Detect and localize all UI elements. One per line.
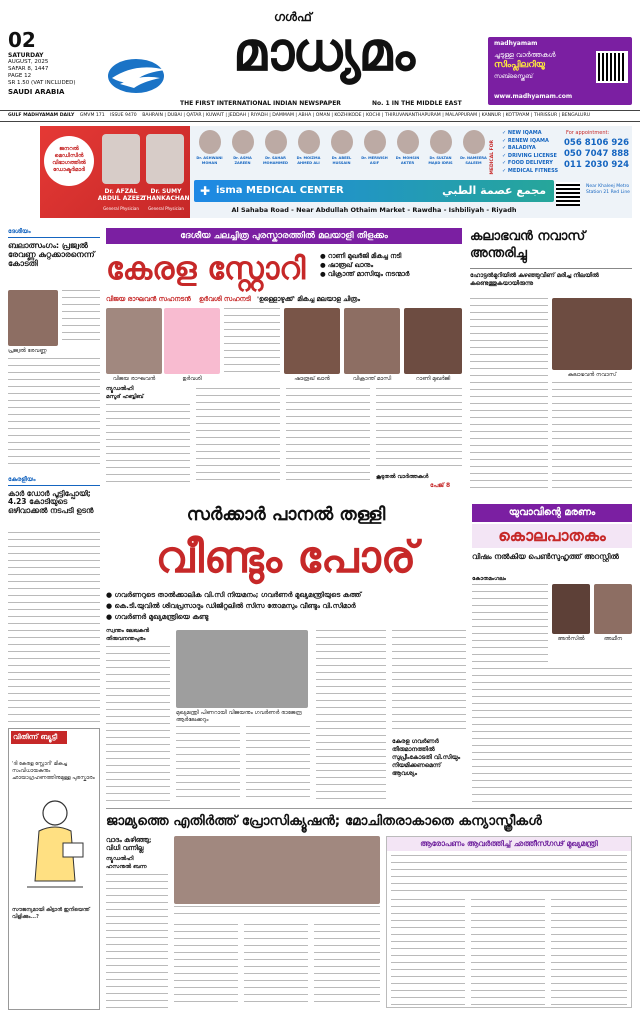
- ad-line3: സബ്സ്ക്രൈബ്: [494, 73, 533, 80]
- chhattisgarh-col1: [391, 899, 465, 1005]
- photo-vikrant: [344, 308, 400, 374]
- phone-number[interactable]: 056 8106 926: [564, 138, 630, 148]
- photo-vijayaraghavan: [106, 308, 162, 374]
- lead-story: [106, 228, 462, 490]
- city-strip: [0, 110, 640, 122]
- ad-brand: madhyamam: [494, 40, 538, 47]
- team-doctor-name: Dr. MOIZMA AHMED ALI: [296, 156, 321, 165]
- navas-title: കലാഭവൻ നവാസ് അന്തരിച്ചു: [470, 229, 586, 261]
- team-doctor-photo: [397, 130, 419, 154]
- bird-logo-icon: [106, 56, 170, 96]
- right-column-story: [470, 228, 632, 490]
- bottom-point1: വാദം കഴിഞ്ഞു;: [106, 836, 152, 844]
- doctor-photo-2: [146, 134, 184, 184]
- cartoon-drawing-icon: [17, 791, 93, 901]
- phone-number[interactable]: 050 7047 888: [564, 149, 630, 159]
- isma-qr-icon[interactable]: [556, 182, 580, 206]
- doctor-role-2: General Physician: [148, 206, 184, 211]
- service-item: ✓ FOOD DELIVERY: [502, 160, 553, 166]
- bottom-byline: ഹസനുൽ ബന്ന: [106, 864, 147, 870]
- city-item: | QATAR: [181, 113, 202, 118]
- isma-name: isma MEDICAL CENTER: [216, 185, 344, 196]
- cartoon-title: വിതിന്ന് ബ്യൂട്ടീ: [11, 731, 67, 744]
- hijri: SAFAR 8, 1447: [8, 66, 49, 72]
- team-doctor: [293, 130, 324, 165]
- service-item: ✓ NEW IQAMA: [502, 130, 542, 136]
- price: SR 1.50 (VAT INCLUDED): [8, 80, 76, 86]
- main-photo-caption: മുഖ്യമന്ത്രി പിണറായി വിജയനും ഗവർണർ രാജേന്ദ്ര ആർലേക്കറും: [176, 710, 302, 723]
- team-doctor-name: Dr. NAMEERA SALEEM: [460, 156, 487, 165]
- team-doctor: [392, 130, 423, 165]
- murder-story: [472, 500, 632, 804]
- doctor-photo-1: [102, 134, 140, 184]
- chhattisgarh-intro: [391, 855, 627, 895]
- team-doctor: [326, 130, 357, 165]
- service-item: ✓ MEDICAL FITNESS: [502, 167, 559, 174]
- chhattisgarh-col3: [551, 899, 627, 1005]
- service-item: ✓ RENEW IQAMA: [502, 137, 549, 144]
- ad-left-panel: [40, 126, 190, 218]
- city-item: | DAMMAM: [267, 113, 294, 118]
- main-points: [106, 590, 466, 623]
- newspaper-title: മാധ്യമം: [232, 20, 414, 83]
- city-list: [142, 113, 590, 118]
- cartoon-caption: 'ദി കേരള സ്റ്റോറി' മികച്ച സംവിധായകനും ഛായാഗ്രഹണത്തിനുമുള്ള പുരസ്കാരം: [12, 761, 95, 781]
- prajwal-photo: [8, 290, 58, 346]
- murder-title: കൊലപാതകം: [472, 524, 632, 548]
- section-label-national: ദേശീയം: [8, 228, 100, 238]
- city-item: | JEDDAH: [223, 113, 247, 118]
- bottom-text-col4: [314, 924, 380, 1008]
- date-line: AUGUST, 2025: [8, 59, 49, 65]
- main-text-col3: [246, 726, 310, 802]
- masthead: [0, 0, 640, 108]
- prajwal-caption: പ്രജ്വൽ രേവണ്ണ: [8, 348, 47, 354]
- lead-point: ● ഷാരൂഖ് ഖാനും: [320, 261, 374, 269]
- lead-dateline: ന്യൂഡൽഹി: [106, 386, 134, 392]
- team-doctor-name: Dr. ASMA ZAREEN: [233, 156, 252, 165]
- caption-rani: റാണി മുഖർജി: [415, 376, 451, 382]
- service-item: ✓ DRIVING LICENSE: [502, 152, 557, 159]
- lead-subhead-actress: ഉർവശി സഹനടി: [198, 295, 251, 303]
- team-doctor-photo: [199, 130, 221, 154]
- lead-title: കേരള സ്റ്റോറി: [106, 251, 306, 287]
- city-item: | KUWAIT: [201, 113, 224, 118]
- city-item: | DUBAI: [162, 113, 182, 118]
- lead-subhead-row: [106, 294, 462, 304]
- lead-text-col1: [106, 404, 190, 482]
- main-story: [106, 500, 466, 804]
- main-dateline: തിരുവനന്തപുരം: [106, 636, 146, 642]
- murder-sub: വിഷം നൽകിയ പെൺസുഹൃത്ത് അറസ്റ്റിൽ: [472, 552, 619, 561]
- team-doctor-photo: [265, 130, 287, 154]
- general-medicine-badge: ജനറൽ മെഡിസിൻ വിഭാഗത്തിൽ ഡോക്ടർമാർ: [44, 136, 94, 186]
- murder-text-1: [472, 584, 548, 664]
- landmark: Near Khaleej Metro Station 21 Red Line: [586, 184, 630, 195]
- caption-vikrant: വിക്രാന്ത് മാസി: [352, 376, 392, 382]
- section-label-kerala: കേരളീയം: [8, 476, 100, 486]
- chhattisgarh-title: ആരോപണം ആവർത്തിച്ച് ഛത്തീസ്ഗഢ് മുഖ്യമന്ത്രി: [387, 837, 631, 851]
- team-doctor: [194, 130, 225, 165]
- strip-vol: GMVM 171: [79, 113, 105, 118]
- team-doctor-name: Dr. MOHSIN AKTER: [395, 156, 420, 165]
- lead-subhead-film: 'ഉള്ളൊഴുക്ക്' മികച്ച മലയാള ചിത്രം: [256, 295, 361, 303]
- main-photo-cm-governor: [176, 630, 308, 708]
- main-kicker: സർക്കാർ പാനൽ തള്ളി: [186, 504, 386, 525]
- doctor-team: [194, 130, 494, 172]
- date-day: 02: [8, 28, 36, 52]
- caption-vijayaraghavan: വിജയ രാഘവൻ: [112, 376, 156, 382]
- city-item: | KOTTAYAM: [501, 113, 530, 118]
- main-title: വീണ്ടും പോര്: [155, 532, 417, 583]
- bottom-text-col1: [106, 874, 168, 1008]
- team-doctor-photo: [364, 130, 386, 154]
- left-story2-head: കാർ ഡോർ പൂട്ടിപ്പോയി; 4.23 കോടിയുടെ ഒഴിവാക്കൽ നടപടി ഉടൻ: [8, 489, 94, 515]
- lead-text-col4: [376, 388, 462, 472]
- team-doctor: [227, 130, 258, 165]
- doctor-name-2: Dr. SUMY THANKACHAN: [142, 188, 190, 202]
- caption-urvashi: ഉർവശി: [182, 376, 202, 382]
- madhyamam-subscribe-ad[interactable]: [488, 37, 632, 105]
- left-story2-text: [8, 532, 100, 722]
- city-item: | THIRUVANANTHAPURAM: [380, 113, 441, 118]
- lead-point: ● വിക്രാന്ത് മാസിയും നടന്മാർ: [320, 270, 410, 278]
- services-list: [502, 130, 562, 175]
- chhattisgarh-box: [386, 836, 632, 1008]
- left-column: [8, 228, 100, 1008]
- isma-logo-icon: ✚: [200, 184, 211, 198]
- city-item: | KOZHIKODE: [329, 113, 362, 118]
- photo-shahrukh: [284, 308, 340, 374]
- photo-rani: [404, 308, 462, 374]
- city-item: | KANNUR: [477, 113, 502, 118]
- main-text-col1: [106, 646, 170, 802]
- team-doctor: [458, 130, 489, 165]
- left-story1-head: ബലാത്സംഗം: പ്രജ്വൽ രേവണ്ണ കുറ്റക്കാരനെന്ന് കോടതി: [8, 241, 95, 268]
- lead-byline: മസൂദ് ഹബ്ബിബ്: [106, 394, 144, 400]
- bottom-text-col2: [174, 924, 238, 1008]
- tagline-left: THE FIRST INTERNATIONAL INDIAN NEWSPAPER: [180, 100, 341, 107]
- team-doctor-name: Dr. SAHAR MOHAMMED: [262, 156, 288, 165]
- navas-caption: കലാഭവൻ നവാസ്: [567, 372, 617, 378]
- city-item: | KOCHI: [361, 113, 381, 118]
- team-doctor-photo: [232, 130, 254, 154]
- navas-text-1: [470, 298, 548, 488]
- photo-urvashi: [164, 308, 220, 374]
- bottom-text-col3: [244, 924, 308, 1008]
- team-doctor-name: Dr. SULTAN MAJID IDRIS: [428, 156, 453, 165]
- ad-line2: സിംപ്ലിലറിയൂ: [494, 60, 545, 70]
- team-doctor-name: Dr. MERWISH ASIF: [361, 156, 388, 165]
- left-story1-text-right: [62, 290, 100, 346]
- city-item: | ABHA: [293, 113, 312, 118]
- lead-text-col3: [286, 388, 370, 482]
- team-doctor-photo: [430, 130, 452, 154]
- navas-photo: [552, 298, 632, 370]
- caption-ansil: അൻസിൽ: [557, 636, 585, 642]
- cartoon-quip: സൗജന്യമായി കിട്ടാൻ ഇനിയെന്ത് വിളിക്കും...?: [12, 907, 90, 920]
- lead-credit: കൂടുതൽ വാർത്തകൾ: [376, 474, 429, 480]
- isma-name-bar: [194, 180, 554, 202]
- caption-athina: അഥീന: [603, 636, 623, 642]
- main-quote: കേരള ഗവർണർ തീരുമാനത്തിൽ സുപ്രീംകോടതി വി.സിയും നിയമിക്കണമെന്ന് ആവശ്യം: [392, 738, 461, 777]
- murder-kicker: യുവാവിന്റെ മരണം: [472, 504, 632, 522]
- bottom-divider: [106, 808, 632, 809]
- phone-list[interactable]: [564, 138, 632, 171]
- main-point: ● ഗവർണർ മുഖ്യമന്ത്രിയെ കണ്ടു: [106, 613, 209, 621]
- city-item: | OMAN: [311, 113, 330, 118]
- navas-text-2: [552, 382, 632, 488]
- strip-issue: ISSUE 9470: [110, 113, 137, 118]
- team-doctor-photo: [331, 130, 353, 154]
- murder-text-2: [472, 668, 632, 802]
- services-tag: MEDICAL FOR: [490, 140, 495, 175]
- city-item: | RIYADH: [246, 113, 268, 118]
- team-doctor-photo: [298, 130, 320, 154]
- bottom-title: ജാമ്യത്തെ എതിർത്ത് പ്രോസിക്യൂഷൻ; മോചിതരാകാതെ കന്യാസ്ത്രീകൾ: [106, 813, 542, 829]
- ad-line1: ചൂടുള്ള വാർത്തകൾ: [494, 51, 556, 59]
- team-doctor: [359, 130, 390, 165]
- main-point: ● ഗവർണറുടെ താൽക്കാലിക വി.സി നിയമനം; ഗവർണർ മുഖ്യമന്ത്രിയുടെ കത്ത്: [106, 591, 362, 599]
- qr-code-icon[interactable]: [596, 51, 628, 83]
- team-doctor: [260, 130, 291, 165]
- day: SATURDAY: [8, 52, 44, 59]
- lead-text-col2: [196, 388, 280, 482]
- lead-subhead-actor: വിജയ രാഘവൻ സഹനടൻ: [106, 295, 191, 303]
- isma-address: Al Sahaba Road - Near Abdullah Othaim Market - Rawdha - Ishbiliyah - Riyadh: [231, 206, 517, 214]
- main-text-col5: [392, 630, 466, 734]
- city-item: BAHRAIN: [142, 113, 163, 118]
- team-doctor-photo: [463, 130, 485, 154]
- bottom-dateline: ന്യൂഡൽഹി: [106, 856, 134, 862]
- lead-more-link[interactable]: പേജ് 8: [430, 482, 451, 489]
- lead-intro-text: [224, 308, 280, 374]
- tagline-right: No. 1 IN THE MIDDLE EAST: [372, 100, 462, 107]
- edition-label: ഗൾഫ്: [274, 10, 312, 24]
- doctor-role-1: General Physician: [103, 206, 139, 211]
- main-text-col4: [316, 630, 386, 802]
- bottom-point2: വിധി വന്നില്ല: [106, 844, 144, 852]
- city-item: | THRISSUR: [529, 113, 558, 118]
- country: SAUDI ARABIA: [8, 88, 65, 96]
- chhattisgarh-col2: [471, 899, 545, 1005]
- city-item: | BENGALURU: [557, 113, 591, 118]
- bottom-caption-text: [174, 906, 380, 920]
- cartoon-box: [8, 728, 100, 1010]
- team-doctor: [425, 130, 456, 165]
- bottom-photo-protest: [174, 836, 380, 904]
- team-doctor-name: Dr. ASHWANI MOHAN: [196, 156, 223, 165]
- caption-shahrukh: ഷാരൂഖ് ഖാൻ: [294, 376, 330, 382]
- service-item: ✓ BALADIYA: [502, 145, 536, 151]
- team-doctor-name: Dr. ABEEL HUSSAIN: [331, 156, 352, 165]
- ad-url[interactable]: www.madhyamam.com: [494, 93, 573, 100]
- main-text-col2: [176, 726, 240, 802]
- photo-ansil: [552, 584, 590, 634]
- lead-points: [320, 252, 462, 279]
- lead-point: ● റാണി മുഖർജി മികച്ച നടി: [320, 252, 402, 260]
- photo-athina: [594, 584, 632, 634]
- doctor-name-1: Dr. AFZAL ABDUL AZEEZ: [97, 188, 145, 202]
- navas-sub: ഹോട്ടൽമുറിയിൽ കുഴഞ്ഞുവീണ് മരിച്ച നിലയിൽ കണ്ടെത്തുകയായിരുന്നു: [470, 268, 632, 288]
- murder-dateline: കോതമംഗലം: [472, 576, 506, 582]
- isma-name-arabic: مجمع عصمة الطبي: [442, 184, 546, 197]
- main-byline: സ്വന്തം ലേഖകൻ: [106, 628, 150, 634]
- strip-daily: GULF MADHYAMAM DAILY: [8, 113, 75, 118]
- city-item: | MALAPPURAM: [440, 113, 478, 118]
- phone-number[interactable]: 011 2030 924: [564, 160, 630, 170]
- isma-medical-ad[interactable]: [40, 126, 632, 218]
- appointment-label: For appointment:: [566, 130, 610, 136]
- main-point: ● കെ.ടി.യുവിൽ ശിവപ്രസാദും ഡിജിറ്റലിൽ സിസ തോമസും വീണ്ടും വി.സിമാർ: [106, 602, 356, 610]
- lead-kicker: ദേശീയ ചലച്ചിത്ര പുരസ്കാരത്തിൽ മലയാളി തിളക്കം: [106, 228, 462, 244]
- bottom-story: [106, 812, 632, 1010]
- page-number: PAGE 12: [8, 73, 32, 79]
- left-story1-text: [8, 358, 100, 470]
